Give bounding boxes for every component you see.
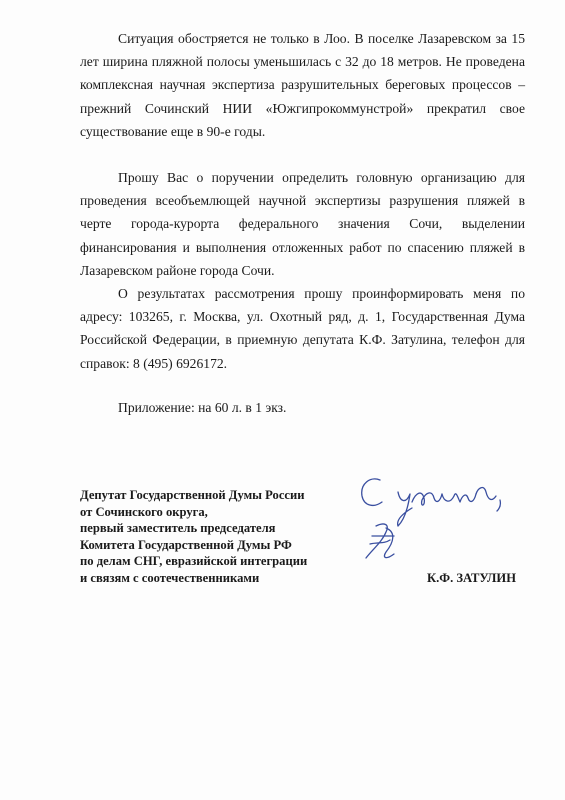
handwritten-signature bbox=[350, 462, 520, 572]
signatory-title-line: Депутат Государственной Думы России bbox=[80, 488, 305, 502]
paragraph-request: Прошу Вас о поручении определить головную организацию для проведения всеобъемлющей научной экспертизы разрушения пляжей в черте города-курорта федерального значения Сочи, выделении финансирования и выполнения отложенных работ по спасению пляжей в Лазаревском районе города Сочи. bbox=[80, 170, 525, 278]
signatory-name: К.Ф. ЗАТУЛИН bbox=[427, 571, 516, 585]
signatory-title-line: Комитета Государственной Думы РФ bbox=[80, 537, 292, 552]
signatory-title-line: и связям с соотечественниками bbox=[80, 570, 260, 585]
signatory-title bbox=[80, 487, 380, 587]
paragraph-situation: Ситуация обостряется не только в Лоо. В поселке Лазаревском за 15 лет ширина пляжной полосы уменьшилась с 32 до 18 метров. Не проведена комплексная научная экспертиза разрушительных береговых процессов – прежний Сочинский НИИ «Южгипрокоммунстрой» прекратил свое существование еще в 90-е годы. bbox=[80, 31, 525, 139]
signatory-title-line: от Сочинского округа, bbox=[80, 504, 208, 519]
paragraph-contact: О результатах рассмотрения прошу проинформировать меня по адресу: 103265, г. Москва, ул. Охотный ряд, д. 1, Государственная Дума Российской Федерации, в приемную депутата К.Ф. Затулина, телефон для справок: 8 (495) 6926172. bbox=[80, 286, 525, 371]
attachment-note: Приложение: на 60 л. в 1 экз. bbox=[118, 400, 287, 415]
signatory-title-line: первый заместитель председателя bbox=[80, 521, 276, 536]
signatory-title-line: по делам СНГ, евразийской интеграции bbox=[80, 554, 308, 569]
